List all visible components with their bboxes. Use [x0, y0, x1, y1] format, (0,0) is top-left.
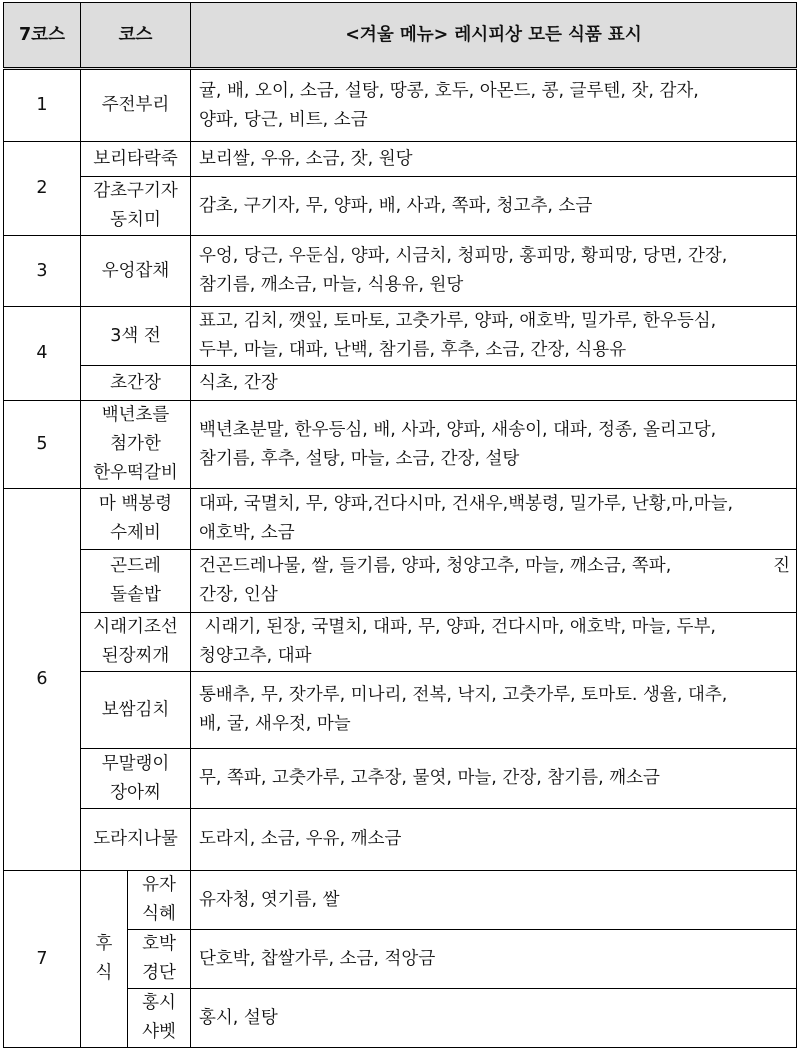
table-row	[4, 672, 797, 749]
course-name: 감초구기자 동치미	[81, 177, 191, 236]
course-number: 3	[4, 236, 81, 307]
table-row	[4, 236, 797, 307]
ingredient-list: 홍시, 설탕	[191, 989, 797, 1048]
ingredient-list: 보리쌀, 우유, 소금, 잣, 원당	[191, 142, 797, 177]
table-row	[4, 871, 797, 930]
course-name: 호박 경단	[128, 930, 191, 989]
header-course-number: 7코스	[4, 3, 81, 69]
table-header-row	[4, 3, 797, 69]
course-name: 곤드레 돌솥밥	[81, 550, 191, 613]
table-row	[4, 809, 797, 871]
table-row	[4, 142, 797, 177]
course-name: 마 백봉령 수제비	[81, 489, 191, 550]
ingredient-list: 통배추, 무, 잣가루, 미나리, 전복, 낙지, 고춧가루, 토마토. 생율, 대추, 배, 굴, 새우젓, 마늘	[191, 672, 797, 749]
course-name: 시래기조선 된장찌개	[81, 613, 191, 672]
table-row	[4, 613, 797, 672]
ingredient-list: 식초, 간장	[191, 366, 797, 401]
course-name: 3색 전	[81, 307, 191, 366]
course-name: 무말랭이 장아찌	[81, 749, 191, 809]
course-number: 4	[4, 307, 81, 401]
dessert-group-label: 후 식	[81, 871, 128, 1048]
menu-ingredient-table	[3, 2, 797, 1048]
ingredient-list: 표고, 김치, 깻잎, 토마토, 고춧가루, 양파, 애호박, 밀가루, 한우등심, 두부, 마늘, 대파, 난백, 참기름, 후추, 소금, 간장, 식용유	[191, 307, 797, 366]
table-row	[4, 69, 797, 142]
ingredient-list: 감초, 구기자, 무, 양파, 배, 사과, 쪽파, 청고추, 소금	[191, 177, 797, 236]
ingredient-list: 단호박, 찹쌀가루, 소금, 적앙금	[191, 930, 797, 989]
ingredient-list: 대파, 국멸치, 무, 양파,건다시마, 건새우,백봉령, 밀가루, 난황,마,마늘, 애호박, 소금	[191, 489, 797, 550]
course-name: 보리타락죽	[81, 142, 191, 177]
table-row	[4, 307, 797, 366]
ingredient-list: 유자청, 엿기름, 쌀	[191, 871, 797, 930]
table-row	[4, 366, 797, 401]
course-name: 홍시 샤벳	[128, 989, 191, 1048]
course-number: 1	[4, 69, 81, 142]
table-row	[4, 550, 797, 613]
ingredient-list: 도라지, 소금, 우유, 깨소금	[191, 809, 797, 871]
ingredient-list: 귤, 배, 오이, 소금, 설탕, 땅콩, 호두, 아몬드, 콩, 글루텐, 잣, 감자, 양파, 당근, 비트, 소금	[191, 69, 797, 142]
table-row	[4, 401, 797, 489]
table-row	[4, 489, 797, 550]
course-name: 백년초를 첨가한 한우떡갈비	[81, 401, 191, 489]
ingredient-list: 우엉, 당근, 우둔심, 양파, 시금치, 청피망, 홍피망, 황피망, 당면, 간장, 참기름, 깨소금, 마늘, 식용유, 원당	[191, 236, 797, 307]
ingredient-list: 백년초분말, 한우등심, 배, 사과, 양파, 새송이, 대파, 정종, 올리고당, 참기름, 후추, 설탕, 마늘, 소금, 간장, 설탕	[191, 401, 797, 489]
header-ingredients: <겨울 메뉴> 레시피상 모든 식품 표시	[191, 3, 797, 69]
course-name: 도라지나물	[81, 809, 191, 871]
course-name: 초간장	[81, 366, 191, 401]
course-number: 2	[4, 142, 81, 236]
course-number: 7	[4, 871, 81, 1048]
header-course: 코스	[81, 3, 191, 69]
course-name: 보쌈김치	[81, 672, 191, 749]
course-number: 5	[4, 401, 81, 489]
ingredient-trailing-text: 진	[773, 556, 790, 576]
course-name: 주전부리	[81, 69, 191, 142]
ingredient-list: 건곤드레나물, 쌀, 들기름, 양파, 청양고추, 마늘, 깨소금, 쪽파, 진 간장, 인삼	[191, 550, 797, 613]
course-name: 유자 식혜	[128, 871, 191, 930]
ingredient-list: 무, 쪽파, 고춧가루, 고추장, 물엿, 마늘, 간장, 참기름, 깨소금	[191, 749, 797, 809]
course-number: 6	[4, 489, 81, 871]
course-name: 우엉잡채	[81, 236, 191, 307]
table-row	[4, 749, 797, 809]
ingredient-list: 시래기, 된장, 국멸치, 대파, 무, 양파, 건다시마, 애호박, 마늘, 두부, 청양고추, 대파	[191, 613, 797, 672]
table-row	[4, 177, 797, 236]
